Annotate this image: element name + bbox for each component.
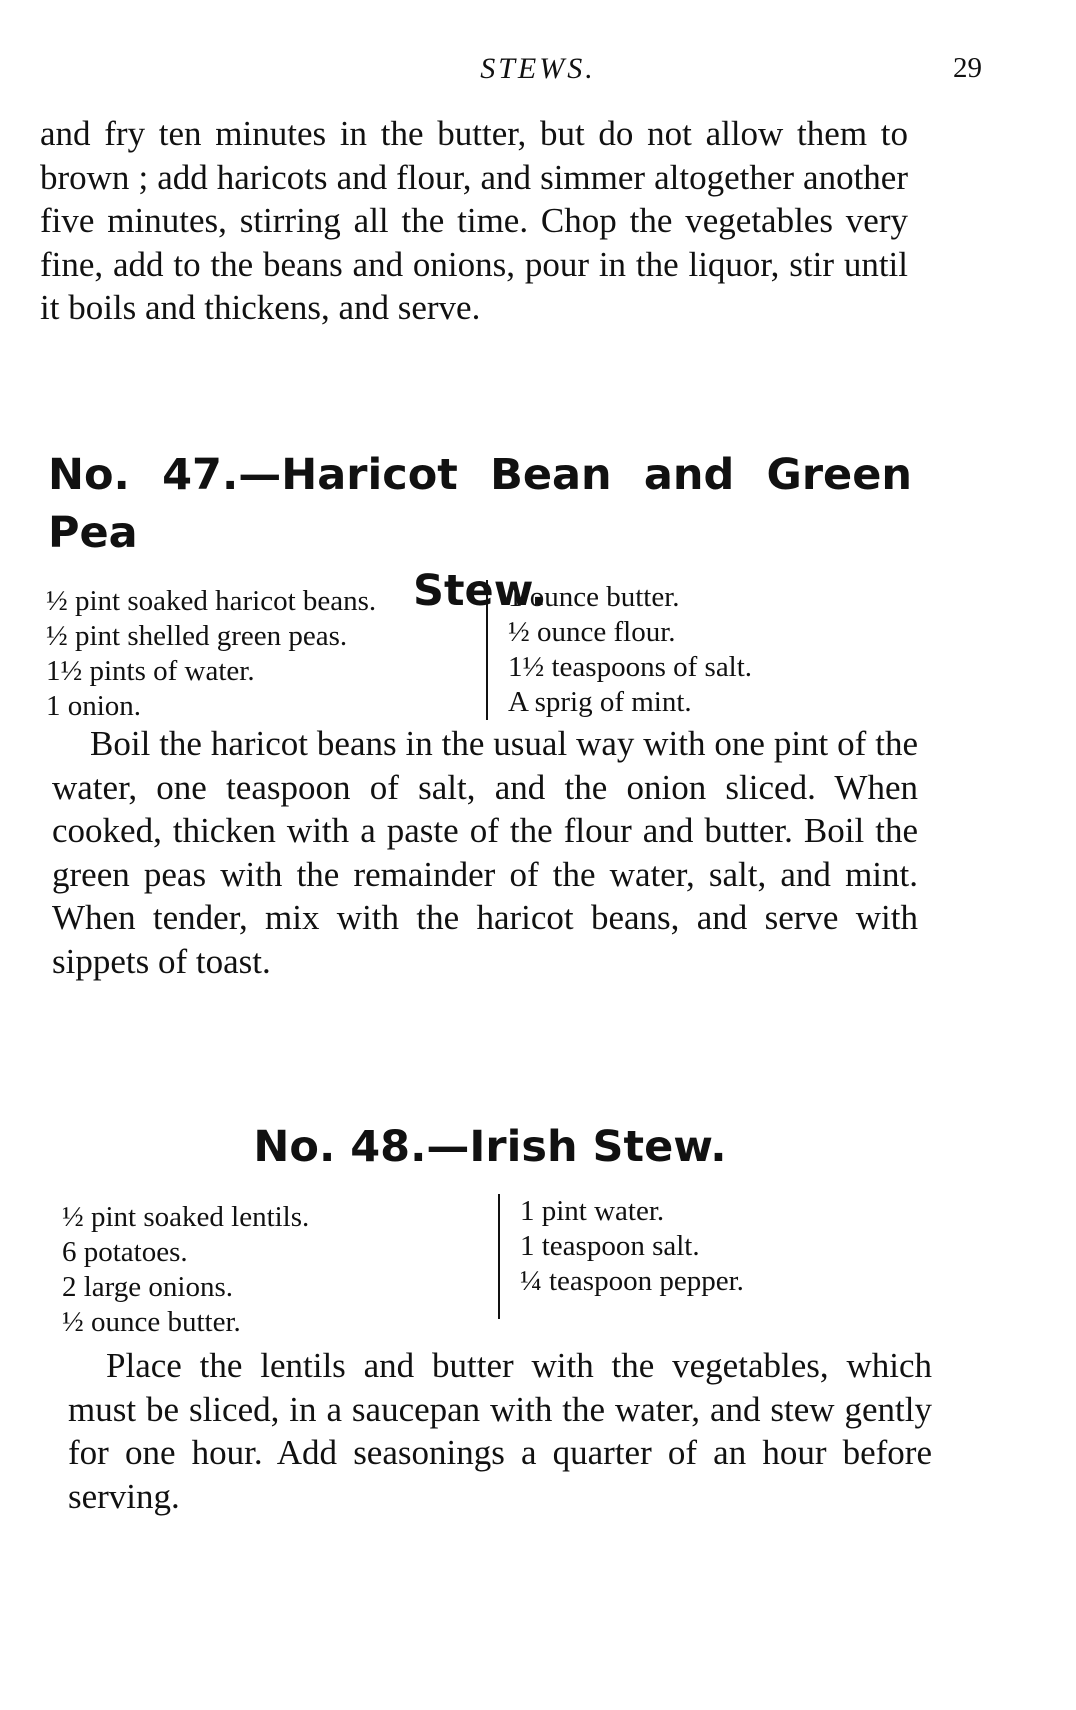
recipe-48-ingredients-left xyxy=(62,1200,309,1340)
ingredient-item: ½ ounce flour. xyxy=(508,616,676,648)
recipe-47-title-line-2: Stew. xyxy=(413,566,547,617)
ingredient-item: 1 ounce butter. xyxy=(508,581,680,613)
recipe-47-ingredients-left xyxy=(46,584,376,724)
ingredient-item: 1 teaspoon salt. xyxy=(520,1230,700,1262)
ingredient-item: ¼ teaspoon pepper. xyxy=(520,1265,744,1297)
recipe-48-ingredients-right xyxy=(498,1194,744,1319)
ingredient-item: ½ pint soaked haricot beans. xyxy=(46,585,377,617)
page-number: 29 xyxy=(953,52,982,84)
ingredient-item: 2 large onions. xyxy=(62,1271,234,1303)
ingredient-item: A sprig of mint. xyxy=(508,686,692,718)
recipe-47-method: Boil the haricot beans in the usual way with one pint of the water, one teaspoon of salt, and the onion sliced. When cooked, thicken with a paste of the flour and butter. Boil the green peas with the remainder of the water, salt, and mint. When tender, mix with the haricot beans, and serve with sippets of toast. xyxy=(52,724,918,981)
recipe-47-ingredients-right xyxy=(486,580,752,720)
ingredient-item: ½ pint soaked lentils. xyxy=(62,1201,310,1233)
running-head-title: STEWS. xyxy=(480,52,596,85)
ingredient-item: ½ ounce butter. xyxy=(62,1306,241,1338)
running-head xyxy=(0,52,1076,92)
ingredient-item: 1 onion. xyxy=(46,690,142,722)
recipe-48-title-line-1: No. 48.—Irish Stew. xyxy=(253,1122,727,1172)
recipe-48-title xyxy=(0,1118,980,1176)
ingredient-item: 1½ teaspoons of salt. xyxy=(508,651,753,683)
ingredient-item: 1 pint water. xyxy=(520,1195,665,1227)
ingredient-item: 6 potatoes. xyxy=(62,1236,188,1268)
ingredient-item: 1½ pints of water. xyxy=(46,655,255,687)
ingredient-item: ½ pint shelled green peas. xyxy=(46,620,348,652)
recipe-47-title-line-1: No. 47.—Haricot Bean and Green Pea xyxy=(48,450,912,559)
recipe-48-method: Place the lentils and butter with the vegetables, which must be sliced, in a saucepan with the water, and stew gently for one hour. Add seasonings a quarter of an hour before serving. xyxy=(68,1346,932,1516)
intro-paragraph: and fry ten minutes in the butter, but do not allow them to brown ; add haricots and flour, and simmer altogether another five minutes, stirring all the time. Chop the vegetables very fine, add to the beans and onions, pour in the liquor, stir until it boils and thickens, and serve. xyxy=(40,114,908,327)
